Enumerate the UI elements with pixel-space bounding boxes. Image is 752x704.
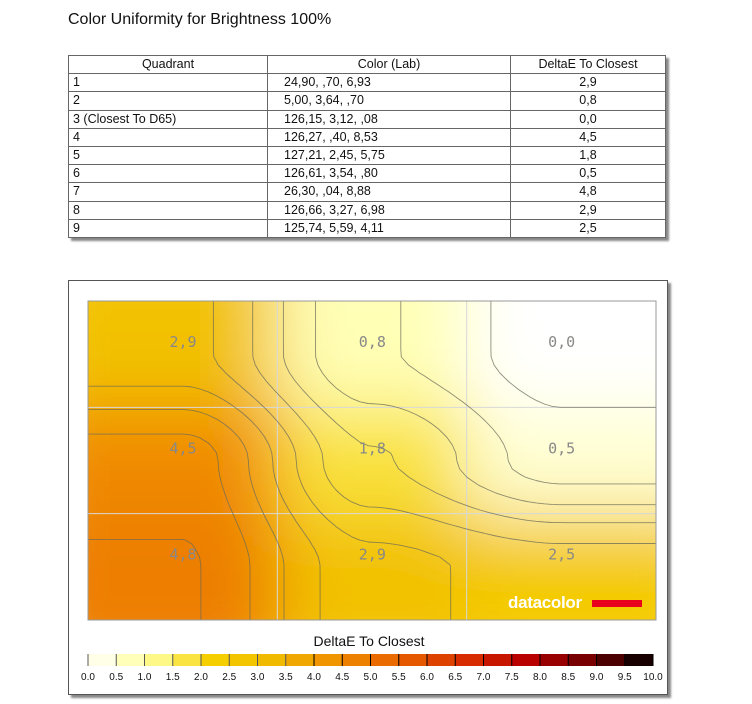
cell-value-label: 2,9 xyxy=(169,333,197,351)
scale-tick-label: 10.0 xyxy=(643,672,663,683)
scale-tick-label: 3.0 xyxy=(250,672,265,683)
table-row xyxy=(69,219,666,237)
scale-segment xyxy=(427,654,456,666)
cell-lab: 126,61, 3,54, ,80 xyxy=(268,165,511,183)
table-header-row xyxy=(69,56,666,74)
uniformity-chart-panel xyxy=(68,280,668,695)
scale-tick-label: 1.5 xyxy=(165,672,180,683)
cell-lab: 26,30, ,04, 8,88 xyxy=(268,183,511,201)
table-row xyxy=(69,128,666,146)
scale-tick-label: 3.5 xyxy=(278,672,293,683)
page-title: Color Uniformity for Brightness 100% xyxy=(68,11,332,28)
color-scale-bar xyxy=(88,654,654,666)
scale-segment xyxy=(173,654,202,666)
scale-tick-label: 7.5 xyxy=(504,672,519,683)
scale-tick-label: 0.0 xyxy=(81,672,95,683)
scale-tick-label: 9.5 xyxy=(617,672,632,683)
scale-tick-label: 4.5 xyxy=(335,672,350,683)
scale-tick-label: 8.5 xyxy=(561,672,576,683)
cell-quadrant: 4 xyxy=(69,128,268,146)
scale-segment xyxy=(342,654,371,666)
scale-tick-label: 9.0 xyxy=(589,672,604,683)
cell-quadrant: 3 (Closest To D65) xyxy=(69,110,268,128)
cell-deltae: 4,8 xyxy=(511,183,666,201)
cell-value-label: 4,5 xyxy=(169,439,197,458)
table-row xyxy=(69,183,666,201)
scale-segment xyxy=(145,654,174,666)
heatmap-cell xyxy=(69,407,277,513)
cell-lab: 24,90, ,70, 6,93 xyxy=(268,74,511,92)
cell-quadrant: 9 xyxy=(69,219,268,237)
scale-tick-label: 4.0 xyxy=(307,672,321,683)
scale-tick-label: 6.5 xyxy=(448,672,463,683)
table-row xyxy=(69,92,666,110)
table-row xyxy=(69,165,666,183)
scale-tick-label: 1.0 xyxy=(137,672,152,683)
cell-value-label: 4,8 xyxy=(169,545,197,564)
cell-deltae: 2,9 xyxy=(511,74,666,92)
cell-quadrant: 6 xyxy=(69,165,268,183)
cell-deltae: 1,8 xyxy=(511,146,666,164)
scale-tick-label: 0.5 xyxy=(109,672,124,683)
scale-segment xyxy=(512,654,541,666)
scale-segment xyxy=(116,654,145,666)
cell-deltae: 2,9 xyxy=(511,201,666,219)
cell-deltae: 4,5 xyxy=(511,128,666,146)
cell-lab: 126,15, 3,12, ,08 xyxy=(268,110,511,128)
scale-tick-label: 5.0 xyxy=(363,672,378,683)
cell-lab: 126,66, 3,27, 6,98 xyxy=(268,201,511,219)
cell-value-label: 0,5 xyxy=(548,439,576,458)
scale-segment xyxy=(286,654,315,666)
cell-lab: 5,00, 3,64, ,70 xyxy=(268,92,511,110)
cell-lab: 125,74, 5,59, 4,11 xyxy=(268,219,511,237)
datacolor-logo-text: datacolor xyxy=(508,593,582,612)
uniformity-table xyxy=(68,55,666,238)
uniformity-heatmap xyxy=(69,281,667,694)
heatmap-cell xyxy=(467,407,667,513)
cell-value-label: 0,0 xyxy=(548,333,576,351)
cell-deltae: 0,5 xyxy=(511,165,666,183)
header-quadrant: Quadrant xyxy=(69,56,268,74)
table-row xyxy=(69,201,666,219)
cell-value-label: 2,5 xyxy=(548,545,576,564)
scale-segment xyxy=(455,654,484,666)
scale-segment xyxy=(625,654,654,666)
cell-quadrant: 8 xyxy=(69,201,268,219)
scale-tick-label: 8.0 xyxy=(533,672,547,683)
table-row xyxy=(69,146,666,164)
scale-segment xyxy=(597,654,626,666)
color-scale-ticks xyxy=(81,672,663,683)
cell-quadrant: 2 xyxy=(69,92,268,110)
cell-deltae: 0,8 xyxy=(511,92,666,110)
scale-label: DeltaE To Closest xyxy=(313,633,425,649)
heatmap-cell xyxy=(277,407,466,513)
cell-value-label: 2,9 xyxy=(358,545,386,564)
scale-segment xyxy=(88,654,117,666)
scale-segment xyxy=(371,654,400,666)
cell-value-label: 0,8 xyxy=(358,333,386,351)
cell-deltae: 0,0 xyxy=(511,110,666,128)
scale-segment xyxy=(568,654,597,666)
table-row xyxy=(69,110,666,128)
header-color-lab: Color (Lab) xyxy=(268,56,511,74)
cell-deltae: 2,5 xyxy=(511,219,666,237)
scale-segment xyxy=(540,654,569,666)
header-deltae: DeltaE To Closest xyxy=(511,56,666,74)
scale-tick-label: 5.5 xyxy=(391,672,406,683)
scale-segment xyxy=(399,654,428,666)
table-row xyxy=(69,74,666,92)
cell-value-label: 1,8 xyxy=(358,439,386,458)
scale-tick-label: 2.5 xyxy=(222,672,237,683)
cell-lab: 127,21, 2,45, 5,75 xyxy=(268,146,511,164)
scale-segment xyxy=(258,654,287,666)
cell-quadrant: 5 xyxy=(69,146,268,164)
scale-segment xyxy=(201,654,230,666)
scale-tick-label: 7.0 xyxy=(476,672,491,683)
scale-tick-label: 2.0 xyxy=(194,672,208,683)
scale-segment xyxy=(484,654,513,666)
cell-quadrant: 1 xyxy=(69,74,268,92)
scale-segment xyxy=(229,654,258,666)
cell-lab: 126,27, ,40, 8,53 xyxy=(268,128,511,146)
scale-segment xyxy=(314,654,343,666)
scale-tick-label: 6.0 xyxy=(420,672,434,683)
cell-quadrant: 7 xyxy=(69,183,268,201)
datacolor-logo-bar xyxy=(592,600,642,607)
